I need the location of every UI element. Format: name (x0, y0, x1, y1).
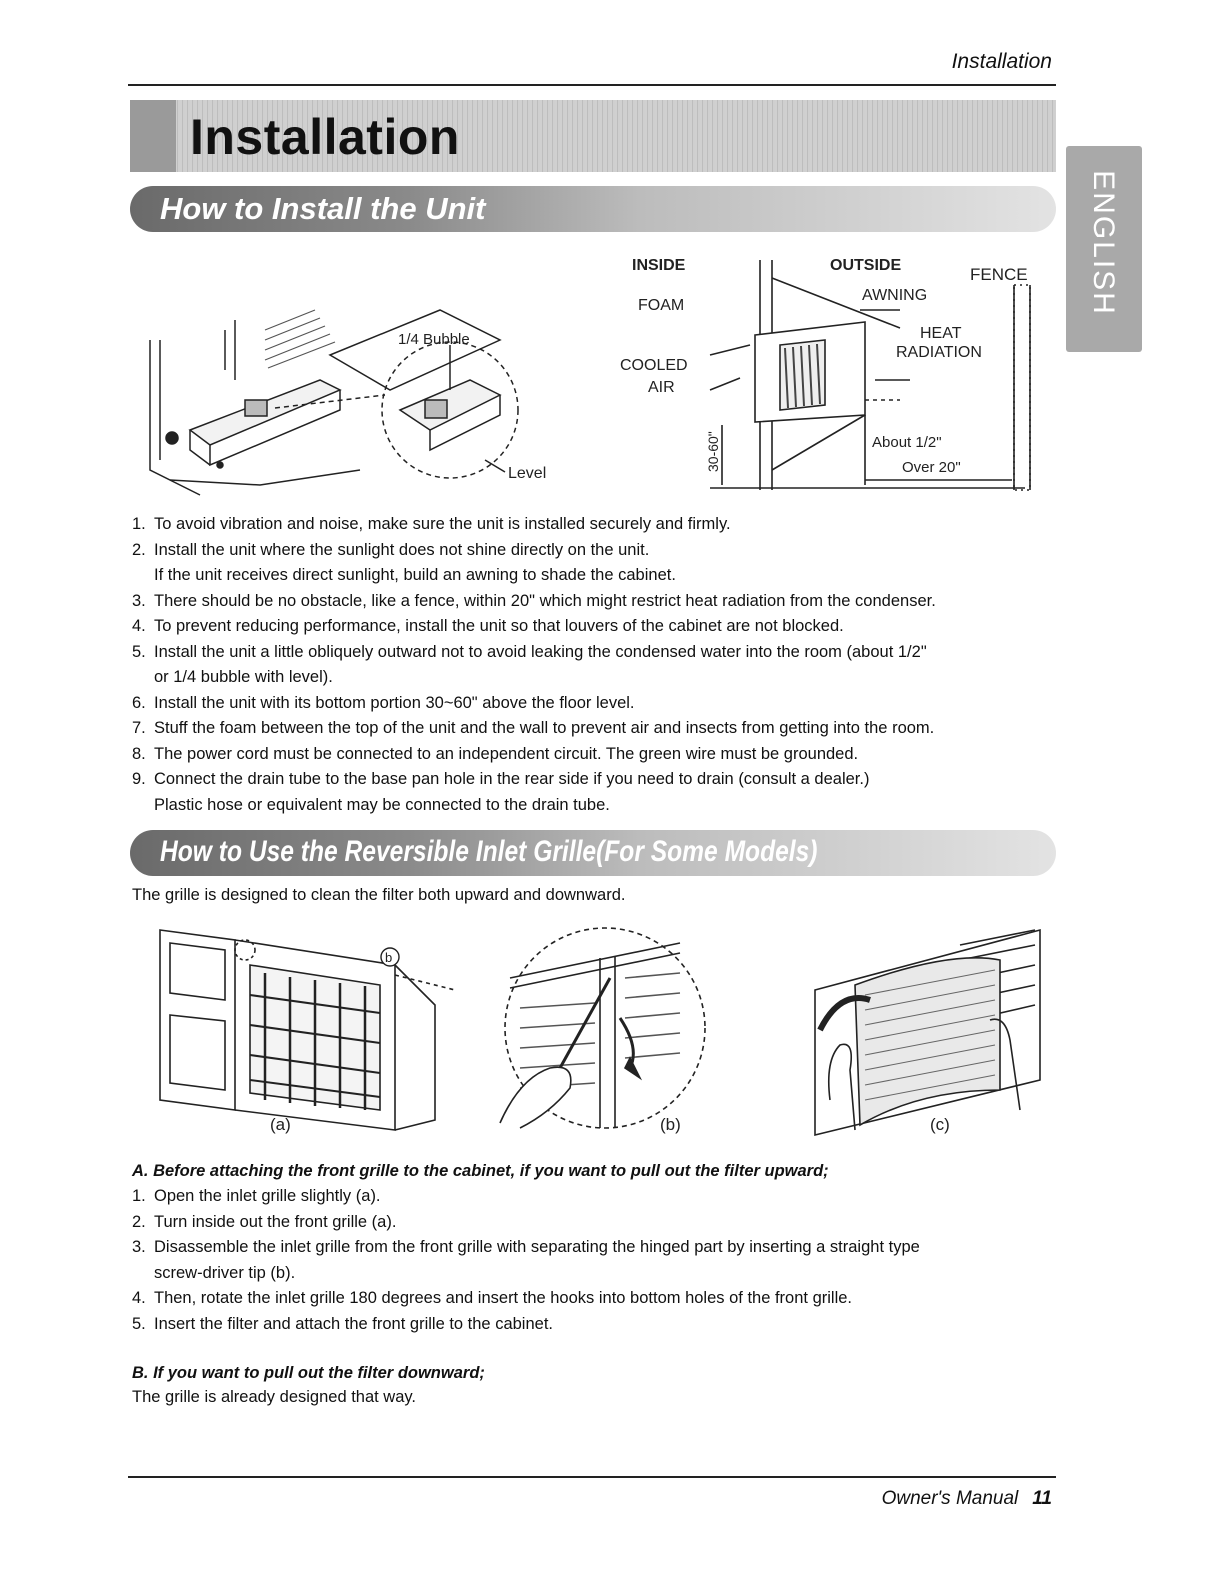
about-label: About 1/2" (872, 434, 942, 451)
figure-a-label: (a) (270, 1115, 291, 1134)
section-title-grille: How to Use the Reversible Inlet Grille(For Some Models) (160, 835, 818, 868)
part-a-steps (132, 1184, 920, 1337)
list-item-sub: or 1/4 bubble with level). (154, 668, 333, 686)
footer-rule (128, 1476, 1056, 1478)
language-tab (1066, 146, 1142, 352)
list-item: 1. Open the inlet grille slightly (a). (132, 1187, 381, 1205)
part-b-text: The grille is already designed that way. (132, 1388, 417, 1406)
list-item-sub: If the unit receives direct sunlight, build an awning to shade the cabinet. (154, 566, 676, 584)
list-item: 4. Then, rotate the inlet grille 180 degrees and insert the hooks into bottom holes of the front grille. (132, 1289, 853, 1307)
inside-label: INSIDE (632, 257, 686, 274)
level-diagram (140, 300, 580, 500)
list-item: 5. Insert the filter and attach the front grille to the cabinet. (132, 1314, 553, 1333)
level-label: Level (508, 465, 547, 482)
figure-c (800, 920, 1050, 1150)
footer (882, 1488, 1052, 1510)
list-item: 3. Disassemble the inlet grille from the front grille with separating the hinged part by inserting a straight type (132, 1238, 920, 1256)
list-item: 1. To avoid vibration and noise, make sure the unit is installed securely and firmly. (132, 515, 731, 533)
running-header: Installation (951, 50, 1052, 73)
list-item: 2. Turn inside out the front grille (a). (132, 1212, 397, 1231)
list-item: 7. Stuff the foam between the top of the unit and the wall to prevent air and insects from getting into the room. (132, 719, 935, 737)
marker-b: b (385, 950, 393, 965)
section-header-grille (130, 830, 1056, 876)
list-item: 8. The power cord must be connected to an independent circuit. The green wire must be grounded. (132, 744, 859, 763)
section-title-install: How to Install the Unit (160, 191, 486, 226)
awning-label: AWNING (862, 287, 928, 304)
language-tab-label: ENGLISH (1087, 170, 1120, 316)
list-item: 5. Install the unit a little obliquely outward not to avoid leaking the condensed water into the room (about 1/2" (132, 642, 927, 661)
title-band (130, 100, 1056, 172)
part-a-heading: A. Before attaching the front grille to the cabinet, if you want to pull out the filter upward; (132, 1162, 829, 1180)
list-item-sub: Plastic hose or equivalent may be connected to the drain tube. (154, 795, 610, 814)
bubble-label: 1/4 Bubble (398, 331, 470, 348)
over-label: Over 20" (902, 459, 961, 476)
page-number: 11 (1032, 1488, 1052, 1509)
header-rule (128, 84, 1056, 86)
heat-label: HEAT (920, 325, 962, 342)
list-item: 4. To prevent reducing performance, install the unit so that louvers of the cabinet are not blocked. (132, 617, 844, 635)
figure-c-label: (c) (930, 1115, 950, 1134)
list-item: 3. There should be no obstacle, like a fence, within 20" which might restrict heat radiation from the condenser. (132, 591, 936, 610)
list-item: 6. Install the unit with its bottom portion 30~60" above the floor level. (132, 693, 635, 712)
outside-label: OUTSIDE (830, 257, 902, 274)
list-item-sub: screw-driver tip (b). (154, 1263, 296, 1282)
foam-label: FOAM (638, 297, 685, 314)
list-item: 9. Connect the drain tube to the base pan hole in the rear side if you need to drain (consult a dealer.) (132, 770, 870, 788)
section-header-install (130, 186, 1056, 232)
install-steps (132, 512, 936, 818)
fence-label: FENCE (970, 265, 1028, 284)
grille-intro: The grille is designed to clean the filter both upward and downward. (132, 886, 626, 904)
cooled-label: COOLED (620, 357, 688, 374)
figure-b (480, 918, 710, 1148)
figure-b-label: (b) (660, 1115, 681, 1134)
title-strip (130, 100, 176, 172)
height-label: 30-60" (705, 431, 721, 472)
figure-a (155, 925, 455, 1150)
radiation-label: RADIATION (896, 344, 982, 361)
air-label: AIR (648, 379, 675, 396)
page-title: Installation (190, 109, 460, 165)
list-item: 2. Install the unit where the sunlight does not shine directly on the unit. (132, 540, 650, 559)
footer-label: Owner's Manual (881, 1488, 1019, 1509)
installation-diagram (610, 250, 1050, 500)
part-b-heading: B. If you want to pull out the filter downward; (132, 1364, 485, 1382)
